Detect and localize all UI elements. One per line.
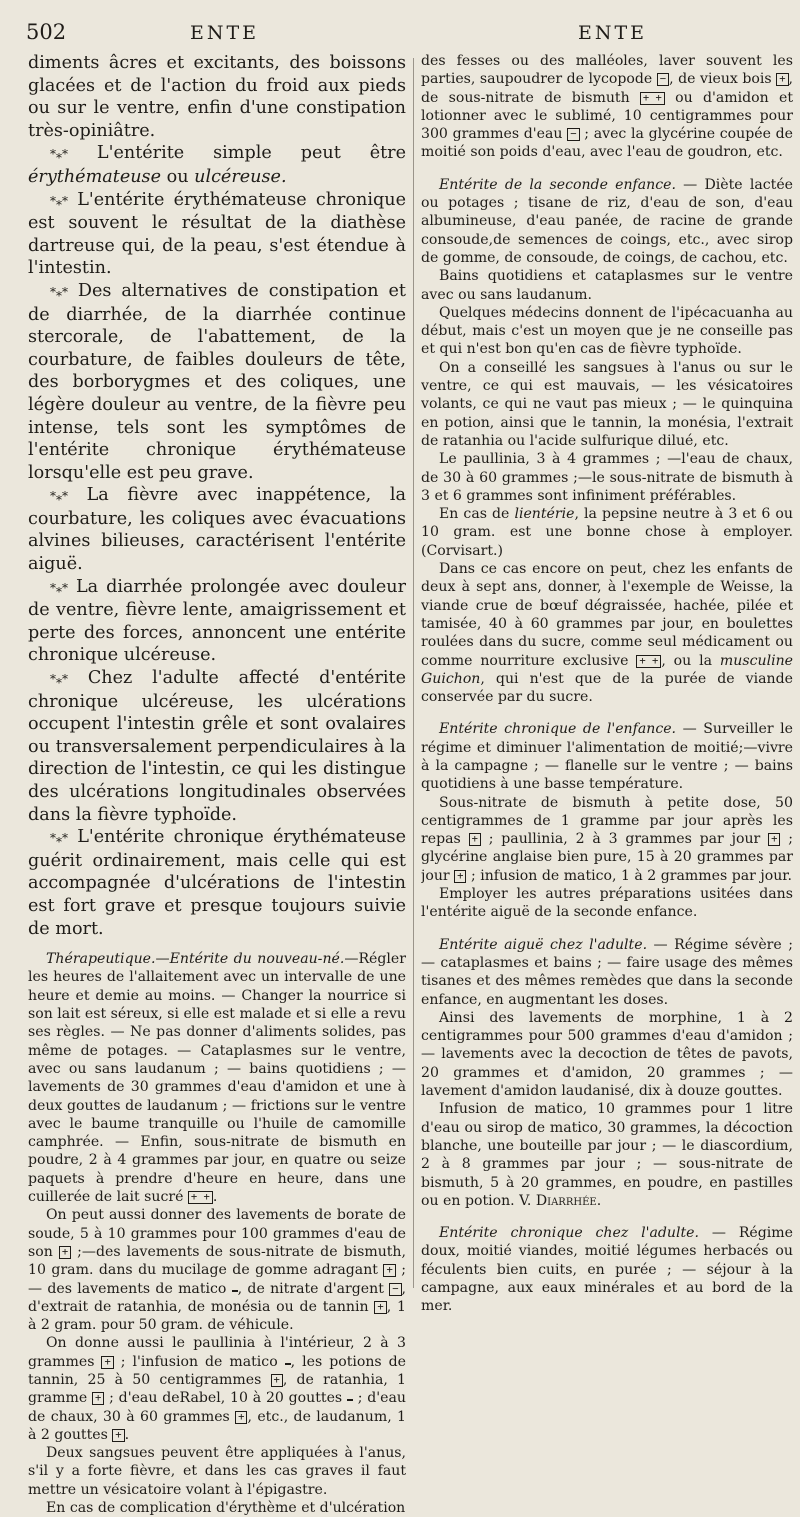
column-divider bbox=[413, 58, 414, 1288]
paragraph: *⁎* L'entérite chronique érythémateuse guérit ordinairement, mais celle qui est accompagnée d'ulcérations de l'intestin est fort grave et presque toujours suivie de mort. bbox=[28, 827, 406, 939]
paragraph: On a conseillé les sangsues à l'anus ou sur le ventre, ce qui est mauvais, — les vésicatoires volants, ce qui ne vaut pas mieux ; — le quinquina en potion, ainsi que le tannin, la monésia, l'extrait de ratanhia ou l'acide sulfurique dilué, etc. bbox=[421, 359, 793, 449]
formula-sign: + bbox=[101, 1356, 113, 1369]
formula-sign: + bbox=[383, 1264, 395, 1277]
formula-sign: + bbox=[112, 1429, 124, 1442]
paragraph: *⁎* L'entérite érythémateuse chronique est souvent le résultat de la diathèse dartreuse qui, de la peau, s'est étendue à l'intestin. bbox=[28, 189, 406, 279]
paragraph: *⁎* Des alternatives de constipation et de diarrhée, de la diarrhée continue stercorale, de l'abattement, de la courbature, de faibles douleurs de tête, des borborygmes et des coliques, une légère douleur au ventre, de la fièvre peu intense, tels sont les symptômes de l'entérite chronique érythémateuse lorsqu'elle est peu grave. bbox=[28, 280, 406, 483]
formula-sign: − bbox=[657, 73, 669, 86]
asterism-mark: *⁎* bbox=[50, 831, 68, 846]
running-head-left: ENTE bbox=[190, 22, 260, 44]
therapeutics-paragraph: Thérapeutique.—Entérite du nouveau-né.—Régler les heures de l'allaitement avec un intervalle de une heure et demie au moins. — Changer la nourrice si son lait est séreux, si elle est malade et si elle a revu ses règles. — Ne pas donner d'aliments solides, pas même de potages. — Cataplasmes sur le ventre, avec ou sans laudanum ; — bains quotidiens ; — lavements de 30 grammes d'eau d'amidon et une à deux gouttes de laudanum ; — frictions sur le ventre avec le baume tranquille ou l'huile de camomille camphrée. — Enfin, sous-nitrate de bismuth en poudre, 2 à 4 grammes par jour, en quatre ou seize paquets à prendre d'heure en heure, dans une cuillerée de lait sucré + + . bbox=[28, 951, 406, 1206]
asterism-mark: *⁎* bbox=[50, 284, 68, 299]
page-number: 502 bbox=[26, 20, 67, 44]
formula-sign: + + bbox=[188, 1191, 213, 1204]
paragraph: On peut aussi donner des lavements de borate de soude, 5 à 10 grammes pour 100 grammes d'eau de son + ;—des lavements de sous-nitrate de bismuth, 10 gram. dans du mucilage de gomme adragant + ; — des lavements de matico , de nitrate d'argent − , d'extrait de ratanhia, de monésia ou de tannin + , 1 à 2 gram. pour 50 gram. de véhicule. bbox=[28, 1207, 406, 1334]
paragraph: Entérite aiguë chez l'adulte. — Régime sévère ; — cataplasmes et bains ; — faire usage des mêmes tisanes et des mêmes remèdes que dans la seconde enfance, en augmentant les doses. bbox=[421, 936, 793, 1008]
section-heading: Entérite de la seconde enfance. bbox=[439, 176, 676, 193]
left-column bbox=[28, 52, 406, 1517]
formula-sign: + bbox=[271, 1374, 283, 1387]
formula-sign: + bbox=[374, 1301, 386, 1314]
paragraph: Infusion de matico, 10 grammes pour 1 litre d'eau ou sirop de matico, 30 grammes, la décoction blanche, une bouteille par jour ; — le diascordium, 2 à 8 grammes par jour ; — sous-nitrate de bismuth, 5 à 20 grammes, en poudre, en pastilles ou en potion. V. Diarrhée. bbox=[421, 1101, 793, 1209]
paragraph: Entérite de la seconde enfance. — Diète lactée ou potages ; tisane de riz, d'eau de son, d'eau albumineuse, d'eau panée, de racine de grande consoude,de semences de coings, etc., avec sirop de gomme, de consoude, de coings, de cachou, etc. bbox=[421, 176, 793, 266]
paragraph: Entérite chronique chez l'adulte. — Régime doux, moitié viandes, moitié légumes herbacés ou féculents bien cuits, en purée ; — séjour à la campagne, aux eaux minérales et au bord de la mer. bbox=[421, 1225, 793, 1315]
paragraph: Quelques médecins donnent de l'ipécacuanha au début, mais c'est un moyen que je ne conseille pas et qui n'est bon qu'en cas de fièvre typhoïde. bbox=[421, 304, 793, 358]
paragraph: En cas de lientérie, la pepsine neutre à 3 et 6 ou 10 gram. est une bonne chose à employer. (Corvisart.) bbox=[421, 506, 793, 559]
asterism-mark: *⁎* bbox=[50, 489, 68, 504]
formula-sign: + bbox=[454, 870, 466, 883]
asterism-mark: *⁎* bbox=[50, 193, 68, 208]
asterism-mark: *⁎* bbox=[50, 147, 68, 162]
formula-sign: + bbox=[768, 833, 780, 846]
asterism-mark: *⁎* bbox=[50, 672, 68, 687]
asterism-mark: *⁎* bbox=[50, 580, 68, 595]
page-header bbox=[0, 20, 800, 50]
section-heading: Thérapeutique. bbox=[46, 951, 156, 968]
running-head-right: ENTE bbox=[578, 22, 648, 44]
formula-sign: + bbox=[469, 833, 481, 846]
section-heading: Entérite aiguë chez l'adulte. bbox=[439, 936, 648, 953]
paragraph: Sous-nitrate de bismuth à petite dose, 50 centigrammes de 1 gramme par jour après les repas + ; paullinia, 2 à 3 grammes par jour + ; glycérine anglaise bien pure, 15 à 20 grammes par jour + ; infusion de matico, 1 à 2 grammes par jour. bbox=[421, 794, 793, 884]
paragraph: *⁎* L'entérite simple peut être érythémateuse ou ulcéreuse. bbox=[28, 143, 406, 187]
formula-sign: + + bbox=[640, 92, 665, 105]
paragraph: Entérite chronique de l'enfance. — Surveiller le régime et diminuer l'alimentation de moitié;—vivre à la campagne ; — flanelle sur le ventre ; — bains quotidiens à une basse température. bbox=[421, 721, 793, 793]
paragraph: Dans ce cas encore on peut, chez les enfants de deux à sept ans, donner, à l'exemple de Weisse, la viande crue de bœuf dégraissée, hachée, pilée et tamisée, 40 à 60 grammes par jour, en boulettes roulées dans du sucre, comme seul médicament ou comme nourriture exclusive + + , ou la musculine Guichon, qui n'est que de la purée de viande conservée par du sucre. bbox=[421, 561, 793, 706]
paragraph: *⁎* La diarrhée prolongée avec douleur de ventre, fièvre lente, amaigrissement et perte des forces, annoncent une entérite chronique ulcéreuse. bbox=[28, 576, 406, 666]
formula-sign: + bbox=[92, 1392, 104, 1405]
paragraph: diments âcres et excitants, des boissons glacées et de l'action du froid aux pieds ou sur le ventre, enfin d'une constipation très-opiniâtre. bbox=[28, 53, 406, 141]
section-heading: Entérite du nouveau-né. bbox=[169, 951, 345, 968]
section-heading: Entérite chronique chez l'adulte. bbox=[439, 1225, 700, 1242]
paragraph: En cas de complication d'érythème et d'ulcération bbox=[46, 1500, 406, 1517]
paragraph: Ainsi des lavements de morphine, 1 à 2 centigrammes pour 500 grammes d'eau d'amidon ; — lavements avec la decoction de têtes de pavots, 20 grammes et d'amidon, 20 grammes ; — lavement d'amidon laudanisé, dix à douze gouttes. bbox=[421, 1009, 793, 1100]
paragraph: des fesses ou des malléoles, laver souvent les parties, saupoudrer de lycopode − , de vieux bois + , de sous-nitrate de bismuth + + ou d'amidon et lotionner avec le sublimé, 10 centigrammes pour 300 grammes d'eau − ; avec la glycérine coupée de moitié son poids d'eau, avec l'eau de goudron, etc. bbox=[421, 53, 793, 161]
formula-sign: + bbox=[59, 1246, 71, 1259]
formula-sign: + bbox=[776, 73, 788, 86]
formula-sign: − bbox=[567, 128, 579, 141]
paragraph: *⁎* La fièvre avec inappétence, la courbature, les coliques avec évacuations alvines bilieuses, caractérisent l'entérite aiguë. bbox=[28, 485, 406, 575]
paragraph: *⁎* Chez l'adulte affecté d'entérite chronique ulcéreuse, les ulcérations occupent l'intestin grêle et sont ovalaires ou transversalement perpendiculaires à la direction de l'intestin, ce qui les distingue des ulcérations longitudinales observées dans la fièvre typhoïde. bbox=[28, 668, 406, 825]
paragraph: Le paullinia, 3 à 4 grammes ; —l'eau de chaux, de 30 à 60 grammes ;—le sous-nitrate de bismuth à 3 et 6 grammes sont infiniment préférables. bbox=[421, 451, 793, 504]
formula-sign: + bbox=[235, 1411, 247, 1424]
paragraph: On donne aussi le paullinia à l'intérieur, 2 à 3 grammes + ; l'infusion de matico , les potions de tannin, 25 à 50 centigrammes + , de ratanhia, 1 gramme + ; d'eau deRabel, 10 à 20 gouttes ; d'eau de chaux, 30 à 60 grammes + , etc., de laudanum, 1 à 2 gouttes + . bbox=[28, 1335, 406, 1443]
paragraph: Deux sangsues peuvent être appliquées à l'anus, s'il y a forte fièvre, et dans les cas graves il faut mettre un vésicatoire volant à l'épigastre. bbox=[28, 1445, 406, 1498]
paragraph: Employer les autres préparations usitées dans l'entérite aiguë de la seconde enfance. bbox=[421, 886, 793, 921]
right-column bbox=[421, 52, 793, 1316]
section-heading: Entérite chronique de l'enfance. bbox=[439, 721, 677, 738]
formula-sign: − bbox=[389, 1283, 401, 1296]
formula-sign: + + bbox=[636, 655, 661, 668]
paragraph: Bains quotidiens et cataplasmes sur le ventre avec ou sans laudanum. bbox=[421, 268, 793, 303]
